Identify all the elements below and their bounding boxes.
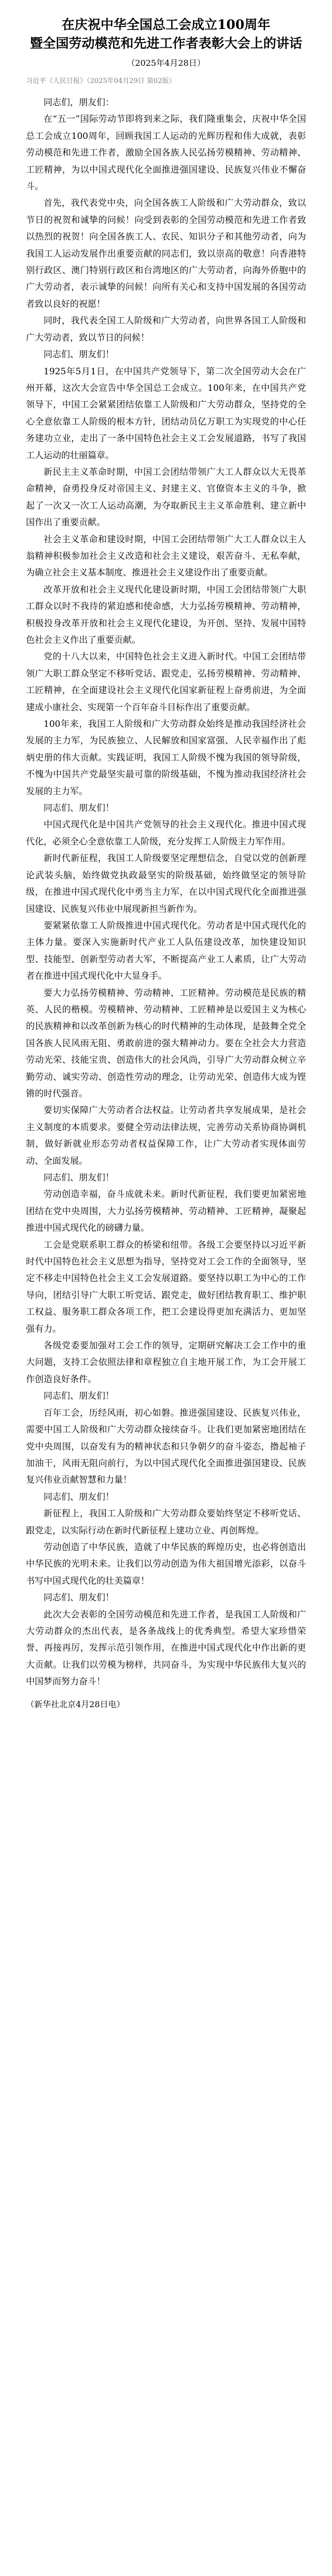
- article-paragraph: 同志们，朋友们：: [44, 97, 114, 108]
- article-paragraph: 要紧紧依靠工人阶级推进中国式现代化。劳动者是中国式现代化的主体力量。要深入实施新时代产业工人队伍建设改革，加快建设知识型、技能型、创新型劳动者大军，不断提高产业工人素质，让广大劳动者在推进中国式现代化中大显身手。: [26, 920, 306, 982]
- article-paragraph: 新时代新征程，我国工人阶级要坚定理想信念，自觉以党的创新理论武装头脑，始终做党执政最坚实的阶级基础，始终做坚定的领导阶级，在推进中国式现代化中勇当主力军，在以中国式现代化全面推进强国建设、民族复兴伟业中展现新担当新作为。: [26, 853, 306, 914]
- article-paragraph: 新征程上，我国工人阶级和广大劳动群众要始终坚定不移听党话、跟党走，以实际行动在新时代新征程上建功立业、再创辉煌。: [26, 1509, 306, 1536]
- article-paragraph: 各级党委要加强对工会工作的领导，定期研究解决工会工作中的重大问题，支持工会依照法律和章程独立自主地开展工作，为工会开展工作创造良好条件。: [26, 1341, 306, 1385]
- article-paragraph: 1925年5月1日，在中国共产党领导下，第二次全国劳动大会在广州开幕，这次大会宣告中华全国总工会成立。100年来，在中国共产党领导下，中国工会紧紧团结依靠工人阶级和广大劳动群众，坚持党的全心全意依靠工人阶级的根本方针，团结动员亿万职工为实现党的中心任务建功立业，走出了一条中国特色社会主义工会发展道路，书写了我国工人运动的壮丽篇章。: [26, 366, 306, 461]
- article-paragraph: 党的十八大以来，中国特色社会主义进入新时代。中国工会团结带领广大职工群众坚定不移听党话、跟党走，弘扬劳模精神、劳动精神、工匠精神，在全面建设社会主义现代化国家新征程上奋勇前进，为全面建成小康社会、实现第一个百年奋斗目标作出了重要贡献。: [26, 652, 306, 713]
- article-paragraph: 改革开放和社会主义现代化建设新时期，中国工会团结带领广大职工群众以时不我待的紧迫感和使命感，大力弘扬劳模精神、劳动精神，积极投身改革开放和社会主义现代化建设，为开创、坚持、发展中国特色社会主义作出了重要贡献。: [26, 584, 306, 645]
- article-paragraph: 在“五一”国际劳动节即将到来之际，我们隆重集会，庆祝中华全国总工会成立100周年，回顾我国工人运动的光辉历程和伟大成就，表彰劳动模范和先进工作者，激励全国各族人民弘扬劳模精神、劳动精神、工匠精神，为以中国式现代化全面推进强国建设、民族复兴伟业不懈奋斗。: [26, 114, 306, 192]
- article-paragraph: 劳动创造幸福，奋斗成就未来。新时代新征程，我们要更加紧密地团结在党中央周围，大力弘扬劳模精神、劳动精神、工匠精神，凝聚起推进中国式现代化的磅礴力量。: [26, 1189, 306, 1234]
- article-paragraph: 此次大会表彰的全国劳动模范和先进工作者，是我国工人阶级和广大劳动群众的杰出代表，是各条战线上的优秀典型。希望大家珍惜荣誉、再接再厉，发挥示范引领作用，在推进中国式现代化中作出新的更大贡献。让我们以劳模为榜样，共同奋斗，为实现中华民族伟大复兴的中国梦而努力奋斗！: [26, 1609, 306, 1687]
- article-paragraph: 同志们、朋友们！: [44, 1391, 114, 1402]
- article-footer: （新华社北京4月28日电）: [26, 1699, 125, 1709]
- article-paragraph: 要切实保障广大劳动者合法权益。让劳动者共享发展成果，是社会主义制度的本质要求。要健全劳动法律法规，完善劳动关系协商协调机制，做好新就业形态劳动者权益保障工作，让广大劳动者实现体面劳动、全面发展。: [26, 1105, 306, 1166]
- article-paragraph: 同志们、朋友们！: [44, 803, 114, 814]
- article-paragraph: 社会主义革命和建设时期，中国工会团结带领广大工人群众以主人翁精神积极参加社会主义改造和社会主义建设，艰苦奋斗、无私奉献，为确立社会主义基本制度、推进社会主义建设作出了重要贡献。: [26, 534, 306, 579]
- article-paragraph: 100年来，我国工人阶级和广大劳动群众始终是推动我国经济社会发展的主力军，为民族独立、人民解放和国家富强、人民幸福作出了彪炳史册的伟大贡献。实践证明，我国工人阶级不愧为我国的领导阶级，不愧为中国共产党最坚实最可靠的阶级基础，不愧为推动我国经济社会发展的主力军。: [26, 719, 306, 797]
- article-paragraph: 同志们、朋友们！: [44, 1491, 114, 1502]
- article-paragraph: 首先，我代表党中央，向全国各族工人阶级和广大劳动群众，致以节日的祝贺和诚挚的问候！向受到表彰的全国劳动模范和先进工作者致以热烈的祝贺！向全国各族工人、农民、知识分子和其他劳动者，向为我国工人运动发展作出重要贡献的同志们，致以崇高的敬意！向香港特别行政区、澳门特别行政区和台湾地区的广大劳动者，向海外侨胞中的广大劳动者，表示诚挚的问候！向所有关心和支持中国发展的各国劳动者致以良好的祝愿！: [26, 198, 306, 309]
- article-paragraph: 同志们、朋友们！: [44, 1593, 114, 1603]
- article-paragraph: 劳动创造了中华民族，造就了中华民族的辉煌历史，也必将创造出中华民族的光明未来。让我们以劳动创造为伟大祖国增光添彩，以奋斗书写中国式现代化的壮美篇章！: [26, 1542, 306, 1586]
- article-date: （2025年4月28日）: [127, 58, 205, 68]
- article-paragraph: 中国式现代化是中国共产党领导的社会主义现代化。推进中国式现代化，必须全心全意依靠工人阶级，充分发挥工人阶级主力军作用。: [26, 820, 306, 847]
- article-paragraph: 要大力弘扬劳模精神、劳动精神、工匠精神。劳动模范是民族的精英、人民的楷模。劳模精神、劳动精神、工匠精神是以爱国主义为核心的民族精神和以改革创新为核心的时代精神的生动体现，是鼓舞全党全国各族人民风雨无阻、勇敢前进的强大精神动力。要在全社会大力营造劳动光荣、技能宝贵、创造伟大的社会风尚，引导广大劳动群众树立辛勤劳动、诚实劳动、创造性劳动的理念，让劳动光荣、创造伟大成为铿锵的时代强音。: [26, 988, 306, 1099]
- article-title: [26, 16, 306, 53]
- article-source: 习近平《人民日报》（2025年04月29日 第02版）: [26, 77, 176, 85]
- article-paragraph: 百年工会，历经风雨，初心如磐。推进强国建设、民族复兴伟业，需要中国工人阶级和广大劳动群众接续奋斗。让我们更加紧密地团结在党中央周围，以奋发有为的精神状态和只争朝夕的奋斗姿态，撸起袖子加油干，风雨无阻向前行，为以中国式现代化全面推进强国建设、民族复兴伟业贡献智慧和力量！: [26, 1407, 306, 1486]
- article-title-line-2: 暨全国劳动模范和先进工作者表彰大会上的讲话: [30, 36, 302, 51]
- article-body: [26, 94, 306, 1691]
- article-paragraph: 工会是党联系职工群众的桥梁和纽带。各级工会要坚持以习近平新时代中国特色社会主义思想为指导，坚持党对工会工作的全面领导，坚定不移走中国特色社会主义工会发展道路。要坚持以职工为中心的工作导向，团结引导广大职工听党话、跟党走，做好团结教育职工、维护职工权益、服务职工群众各项工作，把工会建设得更加充满活力、更加坚强有力。: [26, 1240, 306, 1334]
- article-paragraph: 同志们、朋友们！: [44, 349, 114, 360]
- article-paragraph: 同时，我代表全国工人阶级和广大劳动者，向世界各国工人阶级和广大劳动者，致以节日的问候！: [26, 316, 306, 343]
- article-paragraph: 新民主主义革命时期，中国工会团结带领广大工人群众以大无畏革命精神，奋勇投身反对帝国主义、封建主义、官僚资本主义的斗争，掀起了一次又一次工人运动高潮，为夺取新民主主义革命胜利、建立新中国作出了重要贡献。: [26, 467, 306, 528]
- article-paragraph: 同志们、朋友们！: [44, 1173, 114, 1183]
- article-title-line-1: 在庆祝中华全国总工会成立100周年: [61, 17, 271, 32]
